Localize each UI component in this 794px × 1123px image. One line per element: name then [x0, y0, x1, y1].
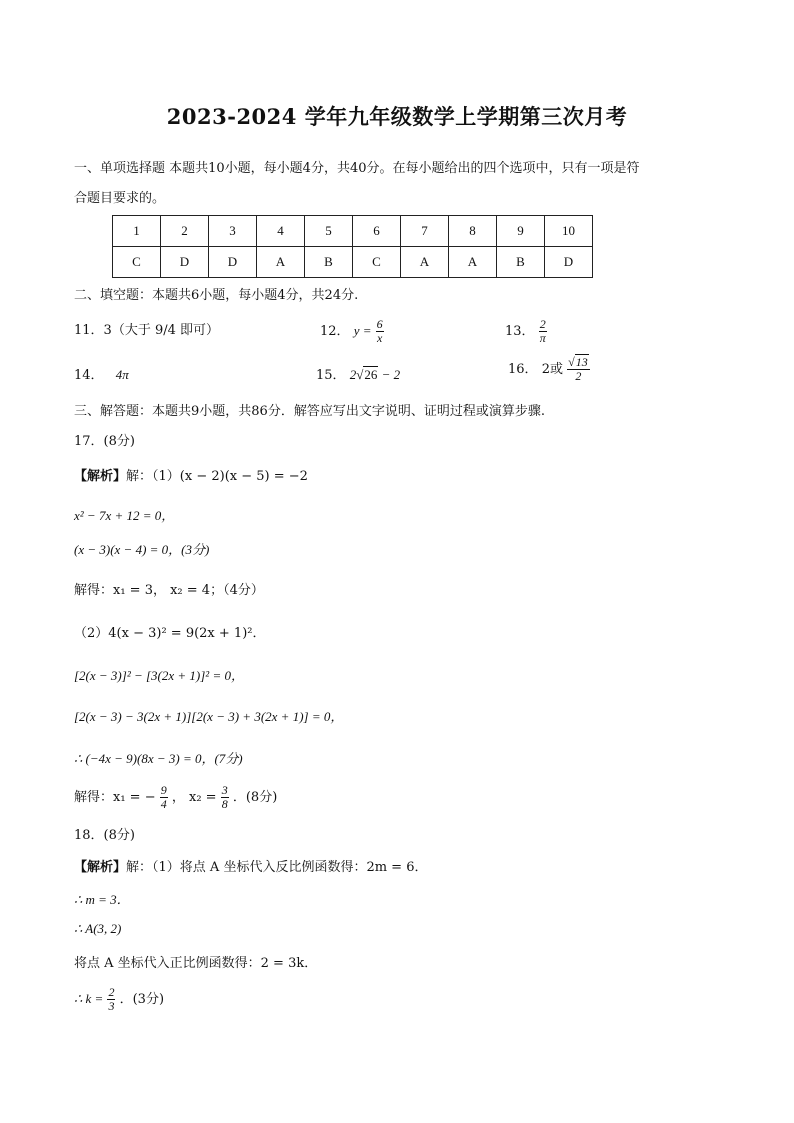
page-title: 2023-2024 学年九年级数学上学期第三次月考	[166, 104, 628, 129]
q18-line1	[74, 859, 427, 877]
table-cell: C	[353, 247, 401, 278]
analysis-tag: 【解析】	[74, 860, 127, 875]
q18-line4: 将点 A 坐标代入正比例函数得：2 = 3k．	[74, 956, 318, 971]
section3-header: 三、解答题：本题共9小题，共86分．解答应写出文字说明、证明过程或演算步骤.	[74, 404, 545, 419]
q17-fraction-1-den: 4	[160, 797, 167, 811]
q17-line9-c: ．(8分)	[232, 790, 278, 805]
q12-lhs: y =	[353, 323, 372, 338]
q18-fraction	[107, 986, 115, 1013]
analysis-tag: 【解析】	[74, 469, 127, 484]
q16-fraction	[567, 356, 590, 383]
q18-line5-b: ．(3分)	[119, 992, 165, 1007]
q14-label: 14．	[74, 368, 104, 383]
answer-q12	[320, 318, 384, 345]
q18-fraction-num: 2	[108, 985, 115, 999]
table-cell: D	[545, 247, 593, 278]
answer-q14	[74, 366, 129, 385]
table-cell: 10	[545, 216, 593, 247]
q17-line9	[74, 784, 277, 811]
table-cell: 2	[161, 216, 209, 247]
q16-prefix: 2或	[541, 362, 563, 377]
q15-tail: − 2	[378, 367, 401, 382]
q17-line6: [2(x − 3)]² − [3(2x + 1)]² = 0，	[74, 668, 244, 683]
q17-fraction-2	[221, 784, 229, 811]
q17-line3: (x − 3)(x − 4) = 0，(3分)	[74, 542, 210, 557]
q13-fraction	[539, 318, 547, 345]
q16-radicand: 13	[575, 355, 588, 369]
q17-heading: 17．(8分)	[74, 434, 135, 449]
table-cell: D	[161, 247, 209, 278]
table-cell: A	[401, 247, 449, 278]
q12-numerator: 6	[376, 317, 383, 331]
section2-header: 二、填空题：本题共6小题，每小题4分，共24分.	[74, 288, 359, 303]
q18-line1-text: 解：（1）将点 A 坐标代入反比例函数得：2m = 6．	[126, 860, 428, 875]
q17-line8: ∴ (−4x − 9)(8x − 3) = 0，(7分)	[74, 751, 243, 766]
q17-line5: （2）4(x − 3)² = 9(2x + 1)²．	[74, 626, 266, 641]
q18-line5-a: ∴ k =	[74, 991, 104, 1006]
answer-q16	[508, 356, 590, 383]
q17-line7: [2(x − 3) − 3(2x + 1)][2(x − 3) + 3(2x + 1)] = 0，	[74, 709, 344, 724]
sqrt-icon: √	[356, 367, 364, 382]
q17-line2: x² − 7x + 12 = 0，	[74, 508, 175, 523]
answer-table-answer-row	[113, 247, 593, 278]
q15-radicand: 26	[364, 367, 378, 382]
q17-line1	[74, 468, 308, 486]
table-cell: 4	[257, 216, 305, 247]
answer-q11: 11．3（大于 9/4 即可）	[74, 323, 219, 338]
q12-label: 12．	[320, 324, 350, 339]
section1-intro-line1: 一、单项选择题 本题共10小题，每小题4分，共40分。在每小题给出的四个选项中，只有一项是符	[74, 161, 640, 176]
table-cell: 6	[353, 216, 401, 247]
q17-fraction-1	[160, 784, 168, 811]
q18-heading: 18．(8分)	[74, 828, 135, 843]
table-cell: 8	[449, 216, 497, 247]
q13-numerator: 2	[539, 317, 546, 331]
q18-fraction-den: 3	[108, 999, 115, 1013]
table-cell: 7	[401, 216, 449, 247]
q17-line9-a: 解得：x₁ = −	[74, 790, 156, 805]
q17-fraction-2-num: 3	[221, 783, 228, 797]
q18-line2: ∴ m = 3．	[74, 892, 130, 907]
table-cell: 1	[113, 216, 161, 247]
table-cell: A	[257, 247, 305, 278]
q17-fraction-1-num: 9	[160, 783, 167, 797]
q16-label: 16．	[508, 362, 538, 377]
q17-line1-text: 解：（1）(x − 2)(x − 5) = −2	[126, 469, 308, 484]
q17-fraction-2-den: 8	[221, 797, 228, 811]
q17-line9-b: ， x₂ =	[171, 790, 217, 805]
table-cell: A	[449, 247, 497, 278]
answer-q13	[505, 318, 547, 345]
q15-coefficient: 2	[349, 367, 357, 382]
q16-denominator: 2	[567, 369, 590, 383]
table-cell: B	[305, 247, 353, 278]
q12-fraction	[376, 318, 384, 345]
answer-table-number-row	[113, 216, 593, 247]
q18-line3: ∴ A(3, 2)	[74, 921, 122, 936]
table-cell: 3	[209, 216, 257, 247]
table-cell: 5	[305, 216, 353, 247]
table-cell: D	[209, 247, 257, 278]
q12-denominator: x	[376, 331, 383, 345]
q17-line4: 解得：x₁ = 3， x₂ = 4；（4分）	[74, 583, 264, 598]
q18-line5	[74, 986, 164, 1013]
sqrt-icon: √	[568, 355, 575, 369]
table-cell: 9	[497, 216, 545, 247]
table-cell: B	[497, 247, 545, 278]
q15-label: 15．	[316, 368, 346, 383]
q14-value: 4π	[115, 367, 129, 382]
q16-numerator	[567, 356, 590, 369]
answer-table	[112, 215, 593, 278]
q13-label: 13．	[505, 324, 535, 339]
q13-denominator: π	[539, 331, 546, 345]
answer-q15	[316, 366, 400, 385]
section1-intro-line2: 合题目要求的。	[74, 191, 166, 206]
table-cell: C	[113, 247, 161, 278]
